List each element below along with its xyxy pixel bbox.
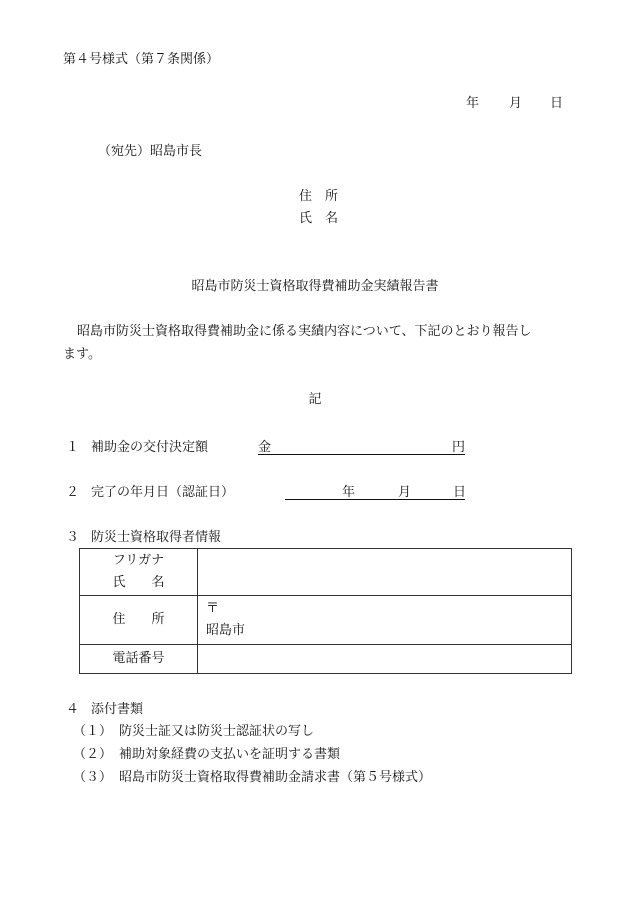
item-2-label: 完了の年月日（認証日） (91, 485, 235, 500)
item-1-amount-underline (258, 454, 465, 455)
recipient-info-table (79, 548, 572, 674)
body-line-2: ます。 (63, 347, 101, 362)
address-value-cell[interactable] (198, 596, 572, 645)
body-line-1: 昭島市防災士資格取得費補助金に係る実績内容について、下記のとおり報告し (77, 324, 532, 339)
phone-label-cell (80, 645, 198, 674)
form-number: 第４号様式（第７条関係） (63, 52, 220, 67)
attachment-3-text: 昭島市防災士資格取得費補助金請求書（第５号様式） (119, 770, 432, 785)
item-1-yen: 円 (452, 440, 466, 455)
phone-value-cell[interactable] (198, 645, 572, 674)
name-label: 氏 名 (112, 575, 165, 590)
name-label-cell (80, 549, 198, 596)
addressee: （宛先）昭島市長 (98, 144, 203, 159)
address-label: 住 所 (112, 612, 165, 627)
item-1-label: 補助金の交付決定額 (91, 440, 209, 455)
name-value-cell[interactable] (198, 549, 572, 596)
applicant-name-label: 氏 名 (299, 211, 339, 226)
attachment-3-number: （３） (73, 770, 113, 785)
item-2-date-underline (285, 499, 465, 500)
date-year: 年 (466, 96, 480, 111)
item-1-kin: 金 (258, 440, 272, 455)
date-day: 日 (550, 96, 564, 111)
applicant-address-label: 住 所 (299, 189, 339, 204)
item-3-number: ３ (66, 530, 80, 545)
furigana-label: フリガナ (112, 553, 165, 568)
table-row-name (80, 549, 572, 596)
item-3-label: 防災士資格取得者情報 (91, 530, 222, 545)
item-2-year: 年 (342, 485, 356, 500)
item-2-month: 月 (398, 485, 412, 500)
table-row-phone (80, 645, 572, 674)
phone-label: 電話番号 (112, 651, 165, 666)
table-row-address (80, 596, 572, 645)
address-city: 昭島市 (206, 623, 246, 638)
attachment-2-text: 補助対象経費の支払いを証明する書類 (119, 747, 341, 762)
item-2-number: ２ (66, 485, 80, 500)
item-4-number: ４ (66, 702, 80, 717)
document-title: 昭島市防災士資格取得費補助金実績報告書 (191, 279, 439, 294)
ki-heading: 記 (308, 392, 322, 407)
attachment-2-number: （２） (73, 747, 113, 762)
attachment-1-number: （１） (73, 724, 113, 739)
item-1-number: １ (66, 440, 80, 455)
item-2-day: 日 (453, 485, 467, 500)
postal-mark: 〒 (206, 601, 220, 616)
address-label-cell (80, 596, 198, 645)
date-month: 月 (509, 96, 523, 111)
item-4-label: 添付書類 (91, 702, 144, 717)
attachment-1-text: 防災士証又は防災士認証状の写し (119, 724, 315, 739)
